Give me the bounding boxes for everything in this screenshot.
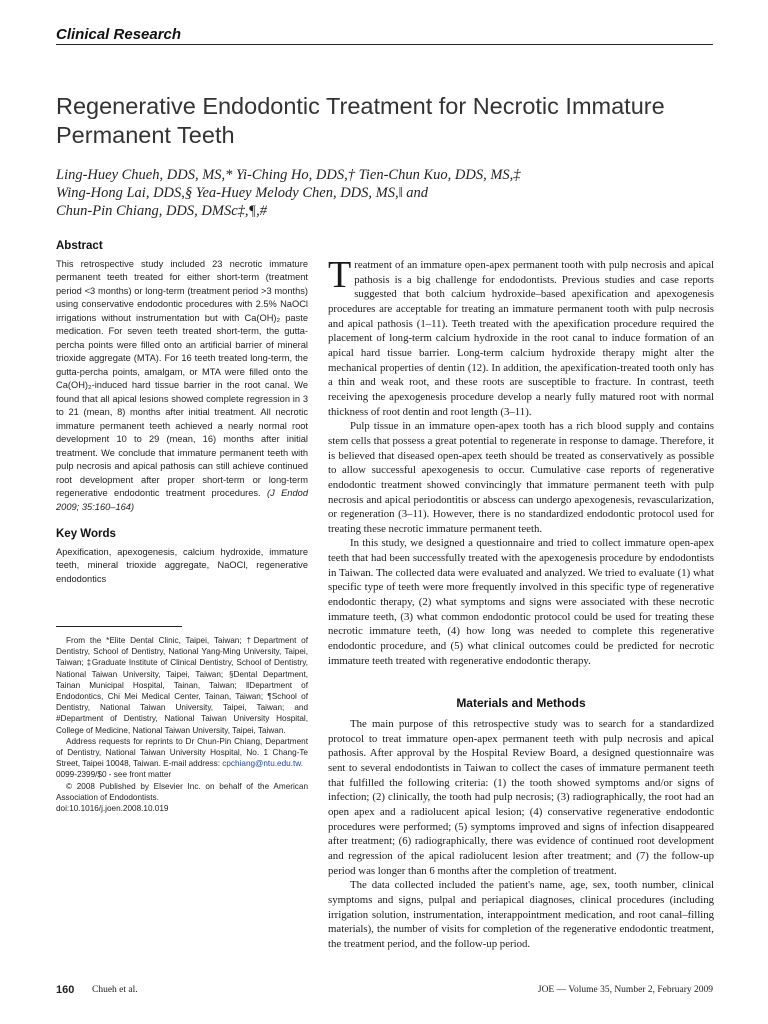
article-title: Regenerative Endodontic Treatment for Necrotic Immature Permanent Teeth [56,93,665,148]
abstract-citation: (J Endod 2009; 35:160–164) [56,488,308,512]
methods-heading: Materials and Methods [456,696,586,711]
author-line: Ling-Huey Chueh, DDS, MS,* Yi-Ching Ho, DDS,† Tien-Chun Kuo, DDS, MS,‡ [56,167,521,183]
intro-paragraph: Pulp tissue in an immature open-apex tooth has a rich blood supply and contains stem cells that possess a great potential to regenerate in response to damage. Therefore, it is believed that diseased open-apex teeth should be treated as conservatively as possible to allow successful apexogenesis to occur. Cumulative case reports of regenerative endodontic treatment showed convincingly that immature permanent teeth with pulp necrosis and apical periodontitis or abscess can undergo apexogenesis, revascularization, or regeneration (3–11). However, there is no standardized endodontic protocol used for treating these necrotic immature permanent teeth. [328,420,714,535]
email-link[interactable]: cpchiang@ntu.edu.tw. [222,759,303,769]
footnote-rule [56,626,182,627]
methods-paragraph: The main purpose of this retrospective study was to search for a standardized protocol to treat immature open-apex permanent teeth with pulp necrosis and apical pathosis. After approval by the Hospital Review Board, a designed questionnaire was sent to several endodontists in Taiwan to collect the cases of immature permanent teeth that fulfilled the following criteria: (1) the tooth showed symptoms and/or signs of infection; (2) clinically, the tooth had pulp necrosis; (3) radiographically, the root had an open apex and a radiolucent apical lesion; (4) conservative regenerative endodontic procedures were performed; (5) symptoms improved and signs of infection disappeared after treatment; (6) radiographically, there was evidence of continued root development and regression of the apical radiolucent lesion after treatment; and (7) the follow-up period was longer than 6 months after the completion of treatment. [328,718,714,877]
abstract-body: This retrospective study included 23 necrotic immature permanent teeth treated for either short-term (treatment period <3 months) or long-term (treatment period >3 months) using conservative endodontic procedures with 2.5% NaOCl irrigations without instrumentation but with Ca(OH)₂ paste medication. For seven teeth treated short-term, the gutta-percha points were filled onto an artificial barrier of mineral trioxide aggregate (MTA). For 16 teeth treated long-term, the gutta-percha points, amalgam, or MTA were filled onto the Ca(OH)₂-induced hard tissue barrier in the root canal. We found that all apical lesions showed complete regression in 3 to 21 (mean, 8) months after initial treatment. All necrotic immature permanent teeth achieved a nearly normal root development 10 to 29 (mean, 16) months after initial treatment. We conclude that immature permanent teeth with pulp necrosis and apical pathosis can still achieve continued root development after proper short-term or long-term regenerative endodontic treatment procedures. [56,258,308,498]
footnotes [56,635,308,814]
intro-paragraph: In this study, we designed a questionnaire and tried to collect immature open-apex teeth that had been successfully treated with the apexogenesis procedure by endodontists in Taiwan. The collected data were evaluated and analyzed. We tried to evaluate (1) what specific type of teeth were more frequently involved in this specific type of regenerative endodontic therapy, (2) what symptoms and signs were associated with these necrotic immature teeth, (3) what common endodontic protocol could be used for treating these necrotic immature teeth, (4) how long was needed to complete this regenerative endodontic procedure, and (5) what clinical outcomes could be predicted for necrotic immature teeth treated with regenerative endodontic therapy. [328,537,714,667]
copyright: © 2008 Published by Elsevier Inc. on behalf of the American Association of Endodontists. [56,781,308,802]
journal-citation: JOE — Volume 35, Number 2, February 2009 [537,985,713,995]
doi: doi:10.1016/j.joen.2008.10.019 [56,804,169,814]
keywords-text: Apexification, apexogenesis, calcium hydroxide, immature teeth, mineral trioxide aggregate, NaOCl, regenerative endodontics [56,546,308,584]
reprint-text: Address requests for reprints to Dr Chun-Pin Chiang, Department of Dentistry, National Taiwan University Hospital, No. 1 Chang-Te Street, Taipei 10048, Taiwan. E-mail address: [56,736,308,769]
abstract-text [56,258,308,515]
author-line: Wing-Hong Lai, DDS,§ Yea-Huey Melody Chen, DDS, MS,‖ and [56,185,429,201]
methods-paragraph: The data collected included the patient's name, age, sex, tooth number, clinical symptoms and signs, pulpal and periapical diagnoses, clinical procedures (including irrigation solution, instrumentation, interappointment medication, and root canal–filling materials), the number of visits for completion of the regenerative endodontic treatment, the treatment period, and the follow-up period. [328,879,714,950]
intro-paragraph [328,254,714,419]
issn: 0099-2399/$0 - see front matter [56,770,172,780]
affiliations: From the *Elite Dental Clinic, Taipei, Taiwan; †Department of Dentistry, School of Dentistry, National Yang-Ming University, Taipei, Taiwan; ‡Graduate Institute of Clinical Dentistry, School of Dentistry, National Taiwan University, Taipei, Taiwan; §Dental Department, Tainan Municipal Hospital, Tainan, Taiwan; ‖Department of Endodontics, Chi Mei Medical Center, Tainan, Taiwan; ¶School of Dentistry, National Taiwan University, Taipei, Taiwan; and #Department of Dentistry, National Taiwan University Hospital, College of Medicine, National Taiwan University, Taipei, Taiwan. [56,636,308,735]
right-column [328,254,714,952]
page-number: 160 [56,984,75,996]
top-rule [56,44,713,45]
author-line: Chun-Pin Chiang, DDS, DMSc‡,¶,# [56,203,267,219]
keywords-heading: Key Words [56,528,116,540]
abstract-heading: Abstract [56,240,103,252]
section-label: Clinical Research [56,26,182,43]
drop-cap: T [328,254,352,296]
author-list [56,166,716,220]
left-column [56,240,308,814]
running-head: Chueh et al. [92,985,138,995]
intro-text: reatment of an immature open-apex permanent tooth with pulp necrosis and apical pathosis is a big challenge for endodontists. Previous studies and case reports suggested that both calcium hydroxide–based apexification and apexogenesis procedures are acceptable for treating an immature permanent tooth with pulp necrosis and apical pathosis (1–11). Teeth treated with the apexification procedure required the placement of long-term calcium hydroxide in the root canal to induce formation of an apical hard tissue barrier. Long-term calcium hydroxide therapy might alter the mechanical properties of dentin (12). In addition, the apexification-treated tooth only has a thin and weak root, and these roots are susceptible to fracture. In contrast, teeth receiving the apexogenesis procedure develop a nearly fully matured root with normal thickness of root dentin and root length (3–11). [328,259,714,418]
reprint-address [56,736,308,770]
